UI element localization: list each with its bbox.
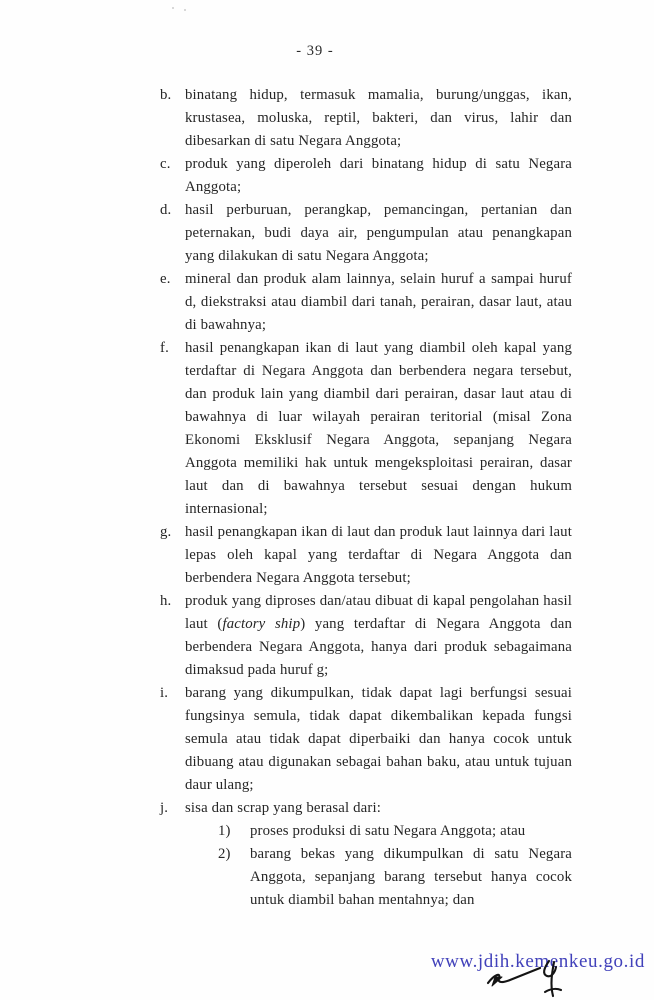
list-item-text: proses produksi di satu Negara Anggota; atau [250, 823, 526, 839]
scan-artifact-dot [172, 7, 174, 9]
scan-artifact-dot [184, 9, 186, 11]
list-item-f [160, 337, 572, 521]
list-item-g [160, 521, 572, 590]
list-item-h [160, 590, 572, 682]
list-item-marker: f. [160, 340, 169, 356]
list-item-text: hasil penangkapan ikan di laut dan produk laut lainnya dari laut lepas oleh kapal yang terdaftar di Negara Anggota dan berbendera Negara Anggota tersebut; [185, 524, 572, 586]
list-item-text [185, 590, 572, 682]
list-item-text: binatang hidup, termasuk mamalia, burung/unggas, ikan, krustasea, moluska, reptil, bakteri, dan virus, lahir dan dibesarkan di satu Negara Anggota; [185, 87, 572, 149]
list-item-text: sisa dan scrap yang berasal dari: [185, 800, 382, 816]
list-item-c [160, 153, 572, 199]
list-item-text: produk yang diperoleh dari binatang hidup di satu Negara Anggota; [185, 156, 572, 195]
list-item-d [160, 199, 572, 268]
list-item-text: barang bekas yang dikumpulkan di satu Negara Anggota, sepanjang barang tersebut hanya cocok untuk diambil bahan mentahnya; dan [250, 846, 572, 908]
jdih-watermark: www.jdih.kemenkeu.go.id [430, 951, 645, 972]
list-item-marker: c. [160, 156, 171, 172]
signature-mark [482, 953, 582, 1000]
text-run-italic: factory ship [222, 616, 301, 632]
list-item-j [160, 797, 572, 820]
list-item-text: hasil penangkapan ikan di laut yang diambil oleh kapal yang terdaftar di Negara Anggota dan berbendera negara tersebut, dan produk lain yang diambil dari perairan, dasar laut atau di bawahnya di luar wilayah perairan teritorial (misal Zona Ekonomi Eksklusif Negara Anggota, sepanjang Negara Anggota memiliki hak untuk mengeksploitasi perairan, dasar laut dan di bawahnya tersebut sesuai dengan hukum internasional; [185, 340, 572, 517]
list-item-marker: e. [160, 271, 171, 287]
list-item-marker: b. [160, 87, 172, 103]
list-item-marker: i. [160, 685, 169, 701]
text-run: produk yang diproses dan/atau dibuat di kapal pengolahan hasil laut ( [185, 593, 572, 632]
list-item-marker: h. [160, 593, 172, 609]
list-item-text: mineral dan produk alam lainnya, selain huruf a sampai huruf d, diekstraksi atau diambil dari tanah, perairan, dasar laut, atau di bawahnya; [185, 271, 572, 333]
list-item-marker: d. [160, 202, 172, 218]
text-run: ) yang terdaftar di Negara Anggota dan berbendera Negara Anggota, hanya dari produk sebagaimana dimaksud pada huruf g; [185, 616, 573, 678]
list-item-text: hasil perburuan, perangkap, pemancingan, pertanian dan peternakan, budi daya air, pengumpulan atau penangkapan yang dilakukan di satu Negara Anggota; [185, 202, 572, 264]
list-item-marker: j. [160, 800, 169, 816]
ordered-list [160, 84, 572, 912]
sublist-item-1 [160, 820, 572, 843]
sublist-item-2 [160, 843, 572, 912]
list-item-text: barang yang dikumpulkan, tidak dapat lagi berfungsi sesuai fungsinya semula, tidak dapat dikembalikan kepada fungsi semula atau tidak dapat diperbaiki dan hanya cocok untuk dibuang atau digunakan sebagai bahan baku, atau untuk tujuan daur ulang; [185, 685, 572, 793]
list-item-marker: 2) [218, 846, 231, 862]
list-item-b [160, 84, 572, 153]
list-item-e [160, 268, 572, 337]
list-item-marker: 1) [218, 823, 231, 839]
page-number: - 39 - [296, 43, 334, 59]
list-item-i [160, 682, 572, 797]
list-item-marker: g. [160, 524, 172, 540]
